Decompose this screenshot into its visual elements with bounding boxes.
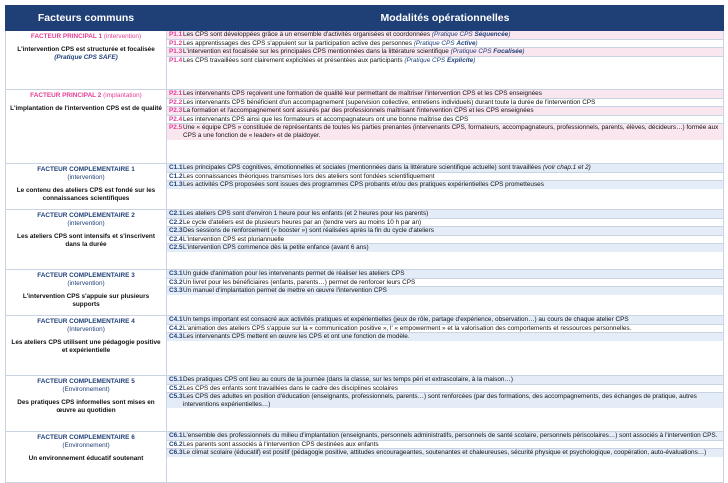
modality-text bbox=[183, 432, 721, 440]
modality-code: C5.2 bbox=[169, 384, 183, 392]
modalities-cell bbox=[167, 164, 724, 210]
factor-description: Un environnement éducatif soutenant bbox=[28, 455, 144, 462]
modality-code: C2.1 bbox=[169, 210, 183, 217]
modality-code: C3.2 bbox=[169, 278, 183, 286]
factor-cell bbox=[6, 210, 167, 270]
modality-highlight bbox=[404, 57, 475, 64]
header-row bbox=[6, 6, 724, 31]
modality-text-body: L'intervention CPS commence dès la petite enfance (avant 6 ans) bbox=[183, 244, 369, 252]
factor-subtitle: (Intervention) bbox=[67, 326, 105, 333]
modality-text bbox=[183, 333, 721, 341]
modality-item bbox=[167, 164, 723, 173]
factor-cell bbox=[6, 90, 167, 164]
modality-item bbox=[167, 316, 723, 325]
factor-subtitle: (implantation) bbox=[103, 92, 142, 99]
modality-code: C3.3 bbox=[169, 287, 183, 295]
modalities-cell bbox=[167, 270, 724, 316]
modality-text-body: Les CPS des enfants sont travaillées dans le cadre des disciplines scolaires bbox=[183, 384, 398, 392]
modality-text bbox=[183, 244, 721, 252]
factor-title: FACTEUR PRINCIPAL 2 bbox=[30, 92, 102, 99]
modality-code: P2.4 bbox=[169, 115, 183, 123]
modality-code: C1.3 bbox=[169, 181, 183, 189]
highlight-keyword: Focalisée bbox=[493, 48, 523, 56]
modality-text-body: Les intervenants CPS ainsi que les formateurs et accompagnateurs ont une bonne maîtrise des CPS bbox=[183, 115, 469, 123]
factor-row bbox=[6, 316, 724, 376]
modality-item bbox=[167, 116, 723, 125]
modality-item bbox=[167, 432, 723, 441]
modality-text bbox=[183, 236, 721, 244]
modality-item bbox=[167, 244, 723, 252]
factor-row bbox=[6, 164, 724, 210]
factor-cell bbox=[6, 432, 167, 483]
modality-code: P1.3 bbox=[169, 48, 183, 56]
modality-item bbox=[167, 40, 723, 49]
modality-text-body: Les connaissances théoriques transmises lors des ateliers sont fondées scientifiquement bbox=[183, 172, 435, 180]
modality-text bbox=[183, 124, 721, 139]
modality-text bbox=[183, 376, 721, 384]
factor-row bbox=[6, 270, 724, 316]
header-factors: Facteurs communs bbox=[6, 6, 167, 31]
factor-title: FACTEUR PRINCIPAL 1 bbox=[30, 33, 103, 40]
modality-text-body: La formation et l'accompagnement sont assurés par des professionnels maîtrisant l'intervention CPS et les CPS enseignées bbox=[183, 107, 534, 115]
factor-description: L'intervention CPS est structurée et focalisée bbox=[17, 46, 155, 53]
factors-table bbox=[5, 5, 724, 483]
factor-subtitle: (Environnement) bbox=[62, 442, 110, 449]
modality-text bbox=[183, 181, 721, 189]
modality-text bbox=[183, 164, 721, 172]
modality-item bbox=[167, 236, 723, 245]
factor-row bbox=[6, 31, 724, 90]
modality-code: P1.4 bbox=[169, 56, 183, 64]
modality-text bbox=[183, 441, 721, 449]
modality-text-body: Les intervenants CPS bénéficient d'un accompagnement (supervision collective, entretiens individuels) durant toute la durée de l'intervention CPS bbox=[183, 98, 596, 106]
modality-code: C6.2 bbox=[169, 440, 183, 448]
modality-text-body: Les CPS des adultes en position d'éducation (enseignants, professionnels, parents…) sont renforcées (par des formations, des accompagnements, des échanges de pratique, autres interventions expérientielles…) bbox=[183, 393, 697, 408]
modality-code: C4.1 bbox=[169, 316, 183, 323]
modality-text-body: Les apprentissages des CPS s'appuient sur la participation active des personnes bbox=[183, 39, 414, 47]
factor-cell bbox=[6, 270, 167, 316]
modality-code: C1.1 bbox=[169, 164, 183, 171]
modalities-cell bbox=[167, 31, 724, 90]
modality-code: C2.5 bbox=[169, 244, 183, 252]
modality-text bbox=[183, 325, 721, 333]
modality-code: C4.3 bbox=[169, 333, 183, 341]
highlight-suffix: ) bbox=[522, 48, 525, 56]
factor-cell bbox=[6, 164, 167, 210]
modality-text-body: Les activités CPS proposées sont issues des programmes CPS probants et/ou des pratiques expérientielles CPS prometteuses bbox=[183, 181, 544, 189]
modality-text bbox=[183, 449, 721, 457]
factor-title: FACTEUR COMPLEMENTAIRE 2 bbox=[37, 212, 135, 219]
modality-item bbox=[167, 219, 723, 228]
modality-text bbox=[183, 210, 721, 218]
modality-text bbox=[183, 287, 721, 295]
modality-text bbox=[183, 99, 721, 107]
highlight-keyword: Séquencée bbox=[474, 31, 509, 38]
modality-text-body: Un guide d'animation pour les intervenants permet de réaliser les ateliers CPS bbox=[183, 270, 405, 277]
modality-item bbox=[167, 279, 723, 288]
modality-text-body: Un manuel d'implantation permet de mettre en œuvre l'intervention CPS bbox=[183, 287, 387, 295]
modality-item bbox=[167, 227, 723, 236]
modality-item bbox=[167, 333, 723, 341]
modality-text bbox=[183, 90, 721, 98]
modality-item bbox=[167, 57, 723, 65]
factor-cell bbox=[6, 376, 167, 432]
modality-item bbox=[167, 124, 723, 139]
factor-description: Le contenu des ateliers CPS est fondé sur les connaissances scientifiques bbox=[16, 187, 156, 202]
modality-text bbox=[183, 48, 721, 56]
modality-item bbox=[167, 99, 723, 108]
highlight-prefix: (Pratique CPS bbox=[450, 48, 494, 56]
header-modalities: Modalités opérationnelles bbox=[167, 6, 724, 31]
modality-code: P2.2 bbox=[169, 98, 183, 106]
modality-highlight bbox=[414, 40, 478, 47]
modality-text bbox=[183, 40, 721, 48]
factor-description: Les ateliers CPS sont intensifs et s'inscrivent dans la durée bbox=[17, 233, 155, 248]
modality-text-body: Le cycle d'ateliers est de plusieurs heures par an (tendre vers au moins 10 h par an) bbox=[183, 218, 422, 226]
factor-title: FACTEUR COMPLEMENTAIRE 3 bbox=[37, 272, 135, 279]
highlight-suffix: ) bbox=[475, 39, 478, 47]
modality-code: P2.5 bbox=[169, 124, 183, 132]
modality-text bbox=[183, 173, 721, 181]
modality-text-body: Les CPS sont développées grâce à un ensemble d'activités organisées et coordonnées bbox=[183, 31, 432, 38]
factor-title: FACTEUR COMPLEMENTAIRE 5 bbox=[37, 378, 135, 385]
modality-text bbox=[183, 393, 721, 408]
factor-subtitle: (intervention) bbox=[67, 280, 105, 287]
modality-item bbox=[167, 449, 723, 457]
modality-text bbox=[183, 31, 721, 39]
modality-text-body: Des sessions de renforcement (« booster ») sont réalisées après la fin du cycle d'ateliers bbox=[183, 227, 434, 235]
modality-highlight bbox=[451, 48, 525, 55]
modality-item bbox=[167, 376, 723, 385]
factor-description: Les ateliers CPS utilisent une pédagogie positive et expérientielle bbox=[11, 339, 161, 354]
modality-text bbox=[183, 227, 721, 235]
modality-text-body: Les CPS travaillées sont clairement explicitées et présentées aux participants bbox=[183, 56, 405, 64]
modality-code: C2.3 bbox=[169, 227, 183, 235]
modality-item bbox=[167, 270, 723, 279]
highlight-prefix: (Pratique CPS bbox=[431, 31, 475, 38]
modality-text bbox=[183, 57, 721, 65]
modalities-cell bbox=[167, 210, 724, 270]
modality-item bbox=[167, 393, 723, 408]
highlight-suffix: ) bbox=[508, 31, 511, 38]
factor-subtitle: (intervention) bbox=[67, 220, 105, 227]
modality-text-body: Les intervenants CPS reçoivent une formation de qualité leur permettant de maîtriser l'intervention CPS et les CPS enseignées bbox=[183, 90, 542, 97]
modalities-cell bbox=[167, 432, 724, 483]
factor-row bbox=[6, 90, 724, 164]
modality-code: P2.3 bbox=[169, 107, 183, 115]
factor-subtitle: (Environnement) bbox=[62, 386, 110, 393]
factor-cell bbox=[6, 31, 167, 90]
modality-code: C5.1 bbox=[169, 376, 183, 383]
modality-code: C4.2 bbox=[169, 324, 183, 332]
modality-code: C6.3 bbox=[169, 449, 183, 457]
modalities-cell bbox=[167, 90, 724, 164]
modality-code: C2.4 bbox=[169, 235, 183, 243]
highlight-suffix: ) bbox=[473, 56, 476, 64]
modality-item bbox=[167, 107, 723, 116]
factor-subtitle: (intervention) bbox=[67, 174, 105, 181]
modality-code: C3.1 bbox=[169, 270, 183, 277]
factor-description-extra: (Pratique CPS SAFE) bbox=[54, 54, 118, 61]
highlight-keyword: Explicite bbox=[446, 56, 474, 64]
factor-row bbox=[6, 210, 724, 270]
modality-code: P1.1 bbox=[169, 31, 183, 38]
factor-row bbox=[6, 376, 724, 432]
modality-text-body: Une « équipe CPS » constituée de représentants de toutes les parties prenantes (intervenants CPS, formateurs, accompagnateurs, professionnels, parents, élèves, décideurs…) formée aux CPS a une fonction de « leader» et de plaidoyer. bbox=[183, 124, 719, 139]
modality-text-body: Les principales CPS cognitives, émotionnelles et sociales (mentionnées dans la littérature scientifique actuelle) sont travaillées bbox=[183, 164, 543, 171]
modality-code: P1.2 bbox=[169, 39, 183, 47]
modality-item bbox=[167, 287, 723, 295]
modality-item bbox=[167, 210, 723, 219]
highlight-keyword: Active bbox=[456, 39, 476, 47]
modality-item bbox=[167, 441, 723, 450]
modality-code: C2.2 bbox=[169, 218, 183, 226]
modality-item bbox=[167, 48, 723, 57]
modality-item bbox=[167, 385, 723, 394]
factor-title: FACTEUR COMPLEMENTAIRE 6 bbox=[37, 434, 135, 441]
modality-text-body: Des pratiques CPS ont lieu au cours de la journée (dans la classe, sur les temps péri et extrascolaire, à la maison…) bbox=[183, 376, 513, 383]
highlight-prefix: (Pratique CPS bbox=[413, 39, 457, 47]
modality-text-body: Les intervenants CPS mettent en œuvre les CPS et ont une fonction de modèle. bbox=[183, 333, 410, 341]
modality-item bbox=[167, 173, 723, 182]
modality-text-body: L'intervention est focalisée sur les principales CPS mentionnées dans la littérature scientifique bbox=[183, 48, 451, 56]
modality-text-body: Les parents sont associés à l'intervention CPS destinées aux enfants bbox=[183, 440, 379, 448]
factor-description: L'implantation de l'intervention CPS est de qualité bbox=[10, 105, 162, 112]
modality-highlight bbox=[432, 31, 511, 38]
factor-cell bbox=[6, 316, 167, 376]
modality-text bbox=[183, 116, 721, 124]
modality-text-body: L'intervention CPS est pluriannuelle bbox=[183, 235, 285, 243]
factor-title: FACTEUR COMPLEMENTAIRE 1 bbox=[37, 166, 135, 173]
factor-subtitle: (intervention) bbox=[103, 33, 142, 40]
modality-item bbox=[167, 31, 723, 40]
modality-item bbox=[167, 325, 723, 334]
factor-description: Des pratiques CPS informelles sont mises en œuvre au quotidien bbox=[17, 399, 155, 414]
modality-text-body: Un livret pour les bénéficiaires (enfants, parents…) permet de renforcer leurs CPS bbox=[183, 278, 416, 286]
modality-item bbox=[167, 90, 723, 99]
modality-text-body: Le climat scolaire (éducatif) est positif (pédagogie positive, attitudes encourageantes, soutenantes et chaleureuses, sécurité physique et psychologique, coopération, auto-évaluations…) bbox=[183, 449, 707, 457]
modality-text bbox=[183, 107, 721, 115]
modality-code: C1.2 bbox=[169, 172, 183, 180]
modality-text-body: Les ateliers CPS sont d'environ 1 heure pour les enfants (et 2 heures pour les parents) bbox=[183, 210, 429, 217]
modality-text bbox=[183, 219, 721, 227]
factor-description: L'intervention CPS s'appuie sur plusieurs supports bbox=[22, 293, 150, 308]
modalities-cell bbox=[167, 376, 724, 432]
factor-row bbox=[6, 432, 724, 483]
modality-text-body: L'ensemble des professionnels du milieu d'implantation (enseignants, personnels administratifs, personnels de santé scolaire, personnels périscolaires…) sont associés à l'intervention CPS. bbox=[183, 432, 718, 439]
table-body bbox=[6, 31, 724, 483]
factor-title: FACTEUR COMPLEMENTAIRE 4 bbox=[37, 318, 135, 325]
modality-text bbox=[183, 270, 721, 278]
modality-text-body: Un temps important est consacré aux activités pratiques et expérientielles (jeux de rôle, partage d'expérience, observation…) au cours de chaque atelier CPS bbox=[183, 316, 629, 323]
modality-code: C5.3 bbox=[169, 393, 183, 401]
modality-reference: (voir chap.1 et 2) bbox=[542, 164, 591, 171]
modality-item bbox=[167, 181, 723, 189]
modality-text bbox=[183, 316, 721, 324]
modality-text bbox=[183, 279, 721, 287]
modality-code: C6.1 bbox=[169, 432, 183, 439]
highlight-prefix: (Pratique CPS bbox=[404, 56, 447, 64]
modality-text bbox=[183, 385, 721, 393]
modality-text-body: L'animation des ateliers CPS s'appuie sur la « communication positive », l' « empowerment » et la valorisation des comportements et ressources personnelles. bbox=[183, 324, 632, 332]
modality-code: P2.1 bbox=[169, 90, 183, 97]
modalities-cell bbox=[167, 316, 724, 376]
